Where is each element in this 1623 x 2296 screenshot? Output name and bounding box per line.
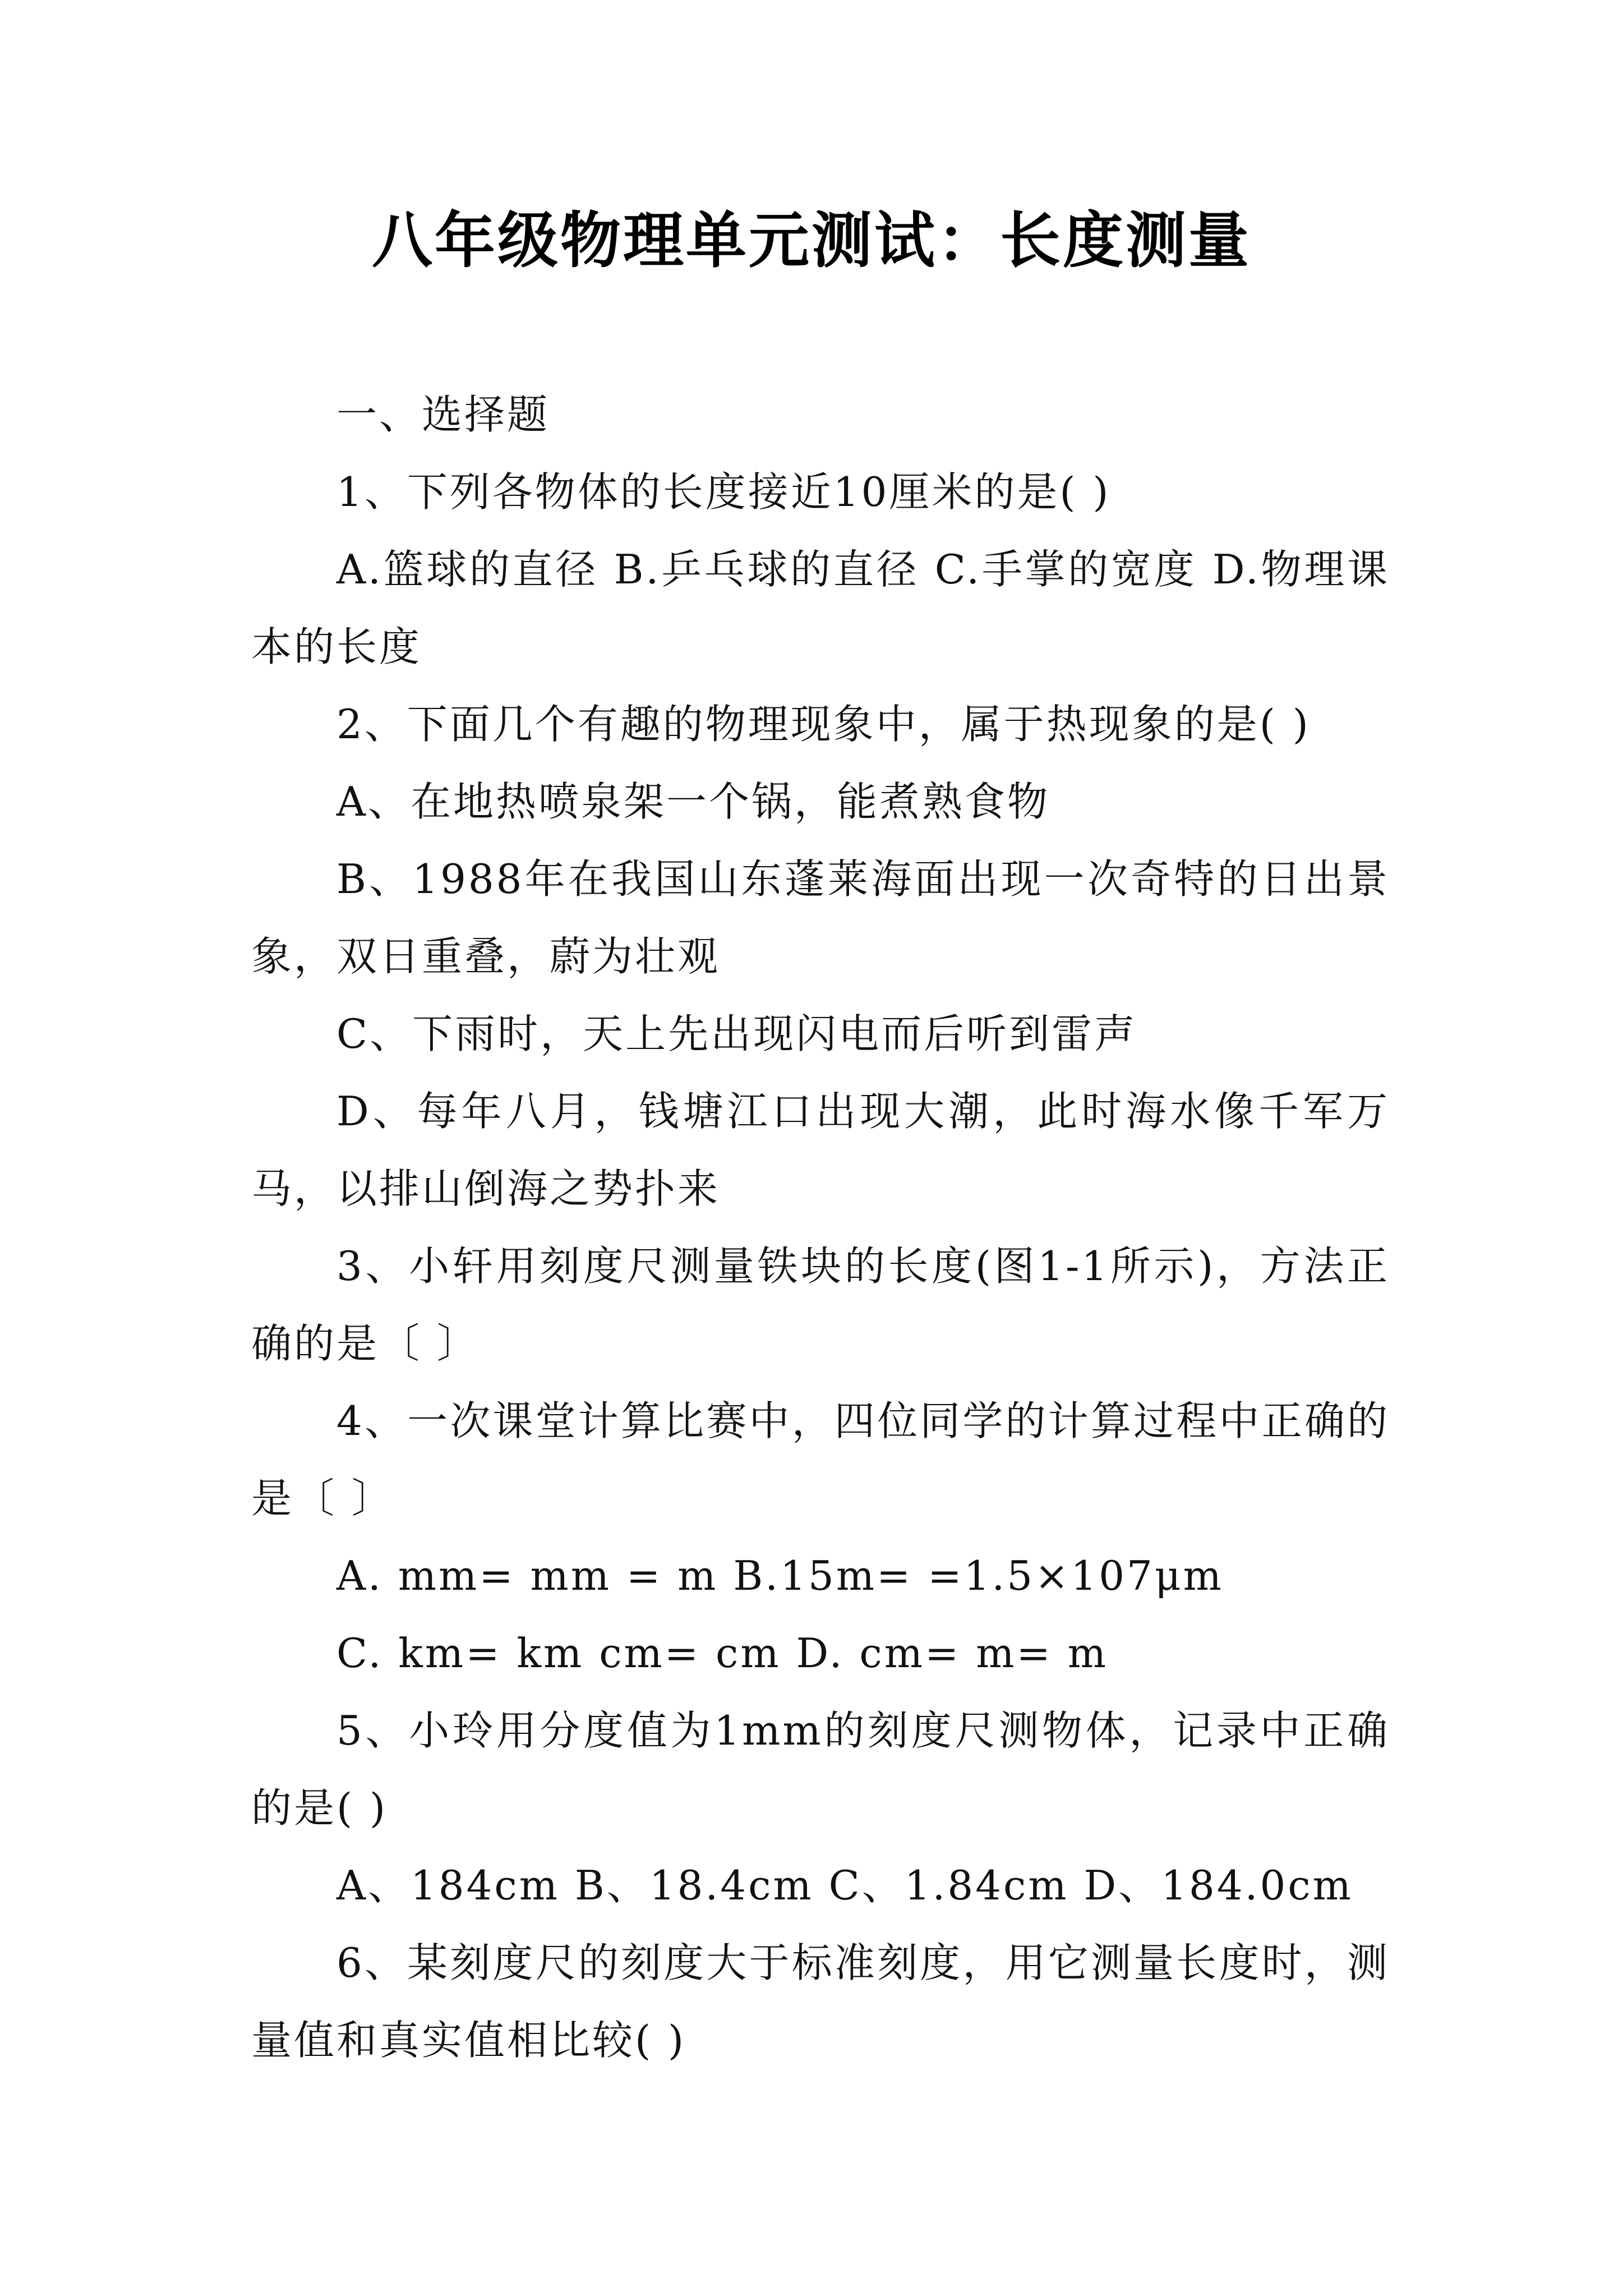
question-1-options: A.篮球的直径 B.乒乓球的直径 C.手掌的宽度 D.物理课本的长度 [251, 546, 1390, 670]
question-1: 1、下列各物体的长度接近10厘米的是( ) [336, 468, 1111, 516]
question-2: 2、下面几个有趣的物理现象中，属于热现象的是( ) [336, 701, 1311, 748]
question-6: 6、某刻度尺的刻度大于标准刻度，用它测量长度时，测量值和真实值相比较( ) [251, 1939, 1390, 2064]
question-4: 4、一次课堂计算比赛中，四位同学的计算过程中正确的是〔 〕 [251, 1397, 1390, 1522]
question-2-option-c: C、下雨时，天上先出现闪电而后听到雷声 [336, 1010, 1137, 1057]
document-body [251, 376, 1390, 2079]
document-title: 八年级物理单元测试：长度测量 [371, 206, 1251, 276]
question-5: 5、小玲用分度值为1mm的刻度尺测物体，记录中正确的是( ) [251, 1707, 1390, 1832]
question-4-options-ab: A. mm= mm = m B.15m= =1.5×107μm [336, 1552, 1224, 1599]
question-3: 3、小轩用刻度尺测量铁块的长度(图1-1所示)，方法正确的是〔 〕 [251, 1243, 1390, 1367]
question-4-options-cd: C. km= km cm= cm D. cm= m= m [336, 1630, 1109, 1677]
question-2-option-b: B、1988年在我国山东蓬莱海面出现一次奇特的日出景象，双日重叠，蔚为壮观 [251, 855, 1390, 980]
section-heading: 一、选择题 [336, 391, 550, 438]
question-5-options: A、184cm B、18.4cm C、1.84cm D、184.0cm [336, 1862, 1353, 1909]
question-2-option-d: D、每年八月，钱塘江口出现大潮，此时海水像千军万马，以排山倒海之势扑来 [251, 1088, 1390, 1212]
question-2-option-a: A、在地热喷泉架一个锅，能煮熟食物 [336, 778, 1050, 825]
